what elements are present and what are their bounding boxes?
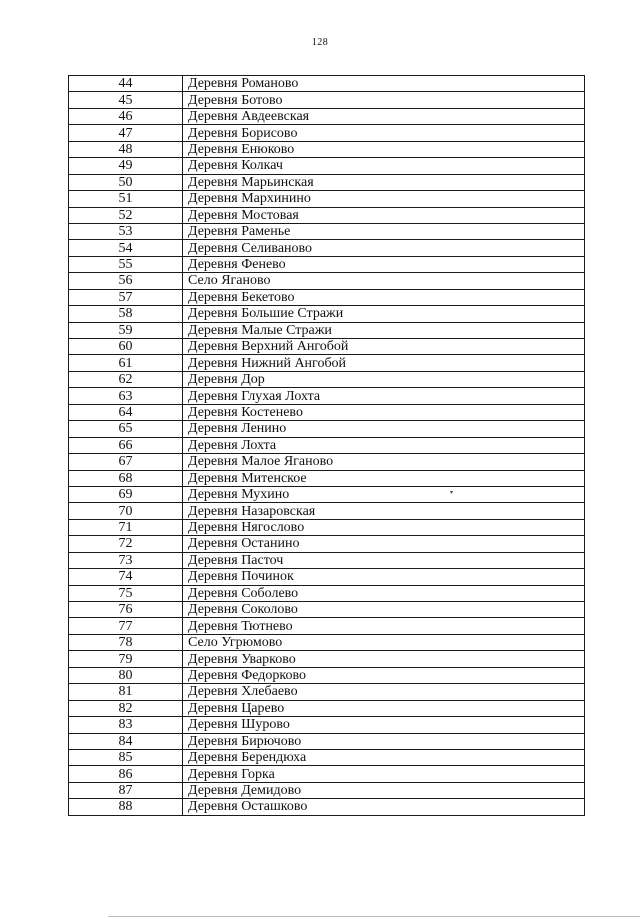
settlement-name-cell: Деревня Берендюха [183, 749, 585, 765]
settlement-name-cell: Село Яганово [183, 273, 585, 289]
row-number-cell: 86 [69, 766, 183, 782]
row-number-cell: 52 [69, 207, 183, 223]
table-row [69, 322, 585, 338]
table-row [69, 733, 585, 749]
row-number-cell: 45 [69, 92, 183, 108]
table-row [69, 339, 585, 355]
table-row [69, 108, 585, 124]
settlement-name-cell: Деревня Мархинино [183, 191, 585, 207]
table-row [69, 437, 585, 453]
settlement-name-cell: Деревня Осташково [183, 799, 585, 815]
settlement-name-cell: Деревня Романово [183, 76, 585, 92]
settlement-name-cell: Деревня Авдеевская [183, 108, 585, 124]
settlement-name-cell: Деревня Мостовая [183, 207, 585, 223]
table-row [69, 355, 585, 371]
settlement-name-cell: Деревня Уварково [183, 651, 585, 667]
table-row [69, 799, 585, 815]
table-row [69, 585, 585, 601]
table-row [69, 141, 585, 157]
table-row [69, 536, 585, 552]
row-number-cell: 81 [69, 684, 183, 700]
row-number-cell: 51 [69, 191, 183, 207]
row-number-cell: 87 [69, 782, 183, 798]
settlement-name-cell: Деревня Дор [183, 371, 585, 387]
row-number-cell: 50 [69, 174, 183, 190]
table-row [69, 651, 585, 667]
settlement-name-cell: Деревня Костенево [183, 404, 585, 420]
table-row [69, 667, 585, 683]
row-number-cell: 63 [69, 388, 183, 404]
table-row [69, 782, 585, 798]
table-row [69, 158, 585, 174]
settlement-name-cell: Деревня Хлебаево [183, 684, 585, 700]
table-row [69, 371, 585, 387]
table-row [69, 306, 585, 322]
table-row [69, 174, 585, 190]
row-number-cell: 80 [69, 667, 183, 683]
settlement-name-cell: Деревня Митенское [183, 470, 585, 486]
table-row [69, 684, 585, 700]
table-row [69, 289, 585, 305]
row-number-cell: 55 [69, 256, 183, 272]
row-number-cell: 49 [69, 158, 183, 174]
settlement-name-cell: Деревня Бирючово [183, 733, 585, 749]
row-number-cell: 59 [69, 322, 183, 338]
row-number-cell: 65 [69, 421, 183, 437]
table-row [69, 519, 585, 535]
settlement-name-cell: Деревня Енюково [183, 141, 585, 157]
row-number-cell: 74 [69, 569, 183, 585]
table-row [69, 634, 585, 650]
row-number-cell: 58 [69, 306, 183, 322]
row-number-cell: 48 [69, 141, 183, 157]
settlement-name-cell: Деревня Малое Яганово [183, 454, 585, 470]
row-number-cell: 66 [69, 437, 183, 453]
settlement-name-cell: Деревня Большие Стражи [183, 306, 585, 322]
row-number-cell: 44 [69, 76, 183, 92]
row-number-cell: 67 [69, 454, 183, 470]
row-number-cell: 79 [69, 651, 183, 667]
row-number-cell: 76 [69, 602, 183, 618]
row-number-cell: 83 [69, 717, 183, 733]
settlement-name-cell: Деревня Колкач [183, 158, 585, 174]
page-bottom-edge [108, 916, 640, 917]
settlement-name-cell: Деревня Ленино [183, 421, 585, 437]
table-row [69, 503, 585, 519]
row-number-cell: 78 [69, 634, 183, 650]
row-number-cell: 73 [69, 552, 183, 568]
table-row [69, 207, 585, 223]
settlement-name-cell: Деревня Борисово [183, 125, 585, 141]
settlement-name-cell: Деревня Нягослово [183, 519, 585, 535]
table-row [69, 749, 585, 765]
settlement-name-cell: Деревня Соболево [183, 585, 585, 601]
settlement-name-cell: Деревня Соколово [183, 602, 585, 618]
table-row [69, 273, 585, 289]
settlement-name-cell: Деревня Горка [183, 766, 585, 782]
row-number-cell: 70 [69, 503, 183, 519]
table-row [69, 421, 585, 437]
row-number-cell: 54 [69, 240, 183, 256]
settlement-name-cell: Деревня Раменье [183, 223, 585, 239]
row-number-cell: 77 [69, 618, 183, 634]
settlement-name-cell: Деревня Федорково [183, 667, 585, 683]
table-row [69, 92, 585, 108]
table-row [69, 223, 585, 239]
row-number-cell: 46 [69, 108, 183, 124]
settlement-name-cell: Деревня Пасточ [183, 552, 585, 568]
settlement-name-cell: Деревня Селиваново [183, 240, 585, 256]
settlement-name-cell: Деревня Назаровская [183, 503, 585, 519]
settlement-name-cell: Деревня Починок [183, 569, 585, 585]
row-number-cell: 57 [69, 289, 183, 305]
table-row [69, 404, 585, 420]
row-number-cell: 69 [69, 486, 183, 502]
table-row [69, 766, 585, 782]
settlement-name-cell: Деревня Тютнево [183, 618, 585, 634]
row-number-cell: 68 [69, 470, 183, 486]
settlement-name-cell: Деревня Малые Стражи [183, 322, 585, 338]
table-row [69, 191, 585, 207]
row-number-cell: 47 [69, 125, 183, 141]
settlement-name-cell: Деревня Бекетово [183, 289, 585, 305]
settlement-name-cell: Деревня Лохта [183, 437, 585, 453]
row-number-cell: 61 [69, 355, 183, 371]
row-number-cell: 84 [69, 733, 183, 749]
row-number-cell: 82 [69, 700, 183, 716]
row-number-cell: 75 [69, 585, 183, 601]
table-row [69, 470, 585, 486]
settlement-name-cell: Деревня Фенево [183, 256, 585, 272]
table-row [69, 256, 585, 272]
table-row [69, 602, 585, 618]
table-row [69, 76, 585, 92]
page-number: 128 [311, 37, 329, 48]
table-body [69, 76, 585, 816]
settlement-name-cell: Деревня Марьинская [183, 174, 585, 190]
row-number-cell: 62 [69, 371, 183, 387]
table-row [69, 486, 585, 502]
table-row [69, 618, 585, 634]
table-row [69, 454, 585, 470]
row-number-cell: 71 [69, 519, 183, 535]
settlement-name-cell: Деревня Мухино [183, 486, 585, 502]
settlements-table [68, 75, 585, 816]
row-number-cell: 56 [69, 273, 183, 289]
table-row [69, 552, 585, 568]
row-number-cell: 88 [69, 799, 183, 815]
table-row [69, 569, 585, 585]
table-row [69, 717, 585, 733]
table-row [69, 240, 585, 256]
row-number-cell: 72 [69, 536, 183, 552]
settlement-name-cell: Деревня Царево [183, 700, 585, 716]
row-number-cell: 60 [69, 339, 183, 355]
table-row [69, 388, 585, 404]
settlement-name-cell: Деревня Останино [183, 536, 585, 552]
row-number-cell: 64 [69, 404, 183, 420]
scan-artifact: ▾ [450, 490, 454, 496]
settlement-name-cell: Деревня Ботово [183, 92, 585, 108]
settlement-name-cell: Деревня Нижний Ангобой [183, 355, 585, 371]
settlement-name-cell: Деревня Глухая Лохта [183, 388, 585, 404]
row-number-cell: 53 [69, 223, 183, 239]
table-row [69, 125, 585, 141]
settlement-name-cell: Деревня Шурово [183, 717, 585, 733]
settlement-name-cell: Деревня Верхний Ангобой [183, 339, 585, 355]
settlement-name-cell: Деревня Демидово [183, 782, 585, 798]
table-row [69, 700, 585, 716]
row-number-cell: 85 [69, 749, 183, 765]
settlement-name-cell: Село Угрюмово [183, 634, 585, 650]
